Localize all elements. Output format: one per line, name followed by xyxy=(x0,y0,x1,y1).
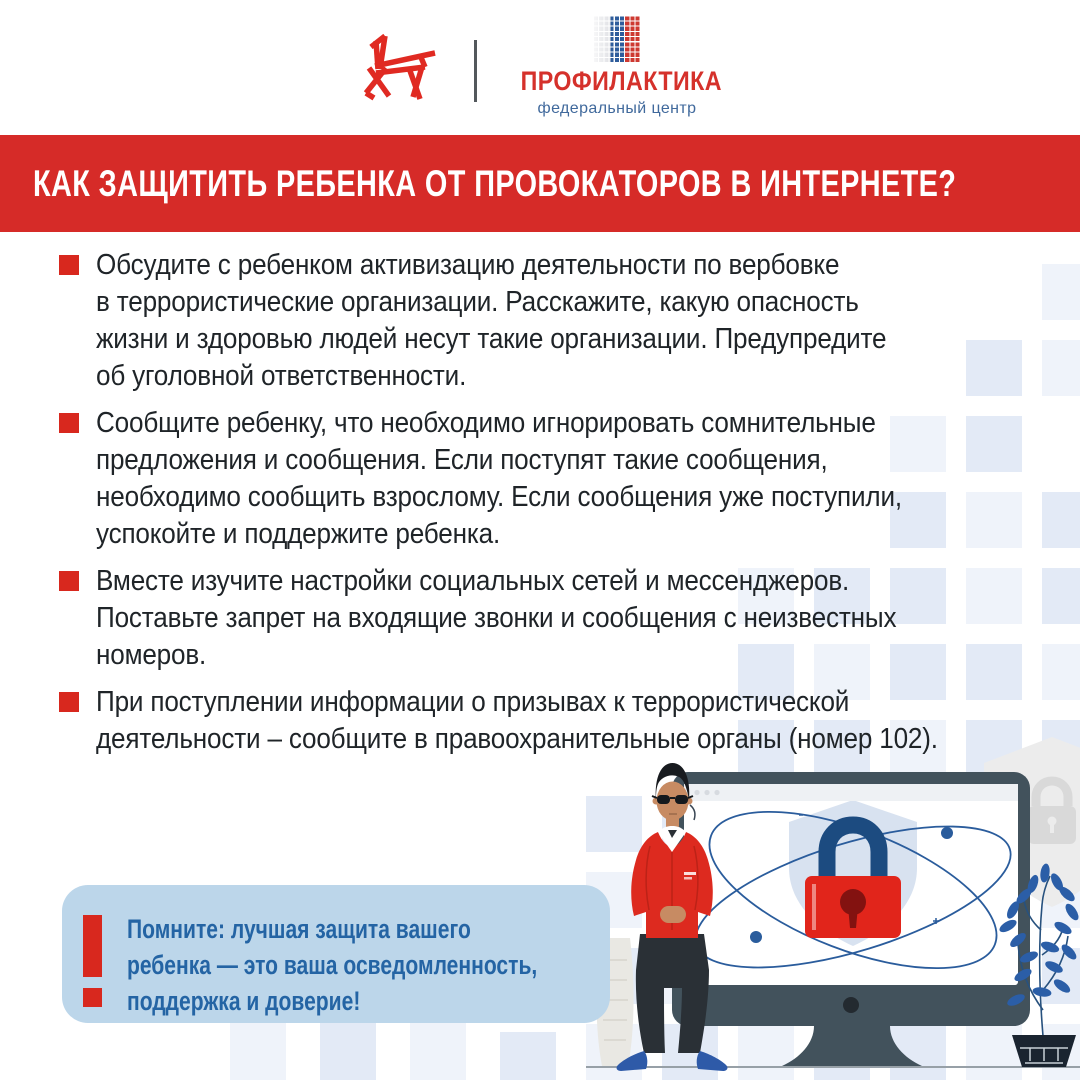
logo-subtitle: федеральный центр xyxy=(537,100,697,117)
bullet-text: Вместе изучите настройки социальных сетей и мессенджеров. Поставьте запрет на входящие звонки и сообщения с неизвестных номеров. xyxy=(96,565,897,671)
bullet-square-icon xyxy=(59,413,79,433)
reminder-callout xyxy=(62,885,610,1023)
security-illustration xyxy=(560,735,1080,1080)
title-banner xyxy=(0,135,1080,232)
exclamation-icon xyxy=(83,915,102,1007)
logo-title: ПРОФИЛАКТИКА xyxy=(520,66,722,96)
bullet-square-icon xyxy=(59,692,79,712)
page-title: КАК ЗАЩИТИТЬ РЕБЕНКА ОТ ПРОВОКАТОРОВ В ИНТЕРНЕТЕ? xyxy=(33,162,957,204)
list-item xyxy=(59,563,1069,674)
pixel-grid-icon xyxy=(594,16,640,62)
list-item xyxy=(59,405,1069,553)
profilaktika-logo xyxy=(505,16,729,118)
bg-square xyxy=(500,1032,556,1080)
bullet-text: При поступлении информации о призывах к террористической деятельности – сообщите в правоохранительные органы (номер 102). xyxy=(96,686,938,755)
callout-text: Помните: лучшая защита вашего ребенка — это ваша осведомленность, поддержка и доверие! xyxy=(127,914,538,1016)
bullet-square-icon xyxy=(59,571,79,591)
monitor xyxy=(672,772,1030,1066)
logo-divider xyxy=(474,40,477,102)
bullet-text: Обсудите с ребенком активизацию деятельности по вербовке в террористические организации. Расскажите, какую опасность жизни и здоровью людей несут такие организации. Предупредите об уголовной ответственности. xyxy=(96,249,887,392)
bullet-text: Сообщите ребенку, что необходимо игнорировать сомнительные предложения и сообщения. Если поступят такие сообщения, необходимо сообщить взрослому. Если сообщения уже поступили, успокойте и поддержите ребенка. xyxy=(96,407,902,550)
bullet-square-icon xyxy=(59,255,79,275)
bullet-list xyxy=(59,247,1069,768)
chair-logo-icon xyxy=(352,16,452,116)
list-item xyxy=(59,247,1069,395)
